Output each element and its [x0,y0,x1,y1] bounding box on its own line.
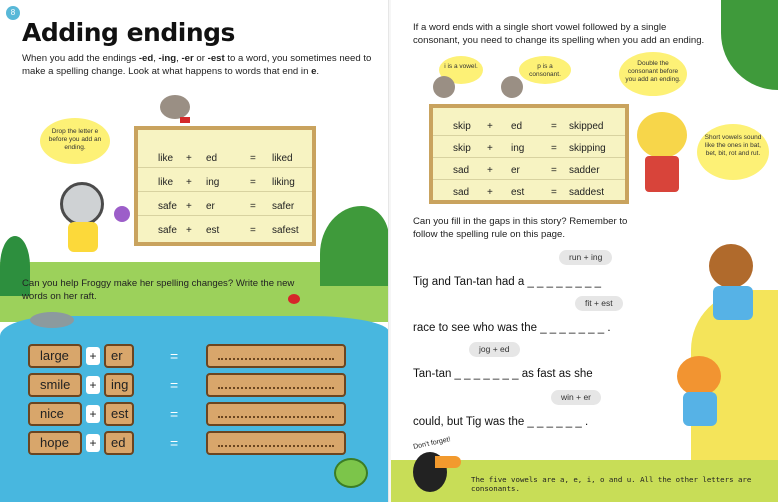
intro-text: If a word ends with a single short vowel followed by a single consonant, you need to change its spelling when you add an ending. [413,22,705,46]
leopard-body [645,156,679,192]
flower-icon [114,206,130,222]
board-row: safe + est = safest [158,225,299,236]
ladybird-icon [288,294,300,304]
bow-icon [180,117,190,123]
story-line: Tan-tan _ _ _ _ _ _ _ as fast as she [413,368,593,380]
hint-jog-ed: jog + ed [469,342,520,357]
hint-fit-est: fit + est [575,296,623,311]
equals-sign: = [170,377,179,393]
mouse-illustration [433,76,455,98]
board-row: sad + er = sadder [433,160,625,180]
rock [30,312,74,328]
board-row: like + ed = liked [138,148,312,168]
board-row: skip + ing = skipping [433,138,625,158]
raft-ending: er [104,344,134,368]
palm-leaves [721,0,778,90]
speech-bubble-double: Double the consonant before you add an ending. [619,52,687,96]
monkey-body [713,286,753,320]
example-board [134,126,316,246]
toucan-beak [435,456,461,468]
question-text: Can you help Froggy make her spelling changes? Write the new words on her raft. [22,278,295,302]
right-page [391,0,778,502]
speech-bubble-short-vowels: Short vowels sound like the ones in bat, bet, bit, rot and rut. [697,124,769,180]
answer-field[interactable] [206,344,346,368]
lemur-body [68,222,98,252]
story-line: could, but Tig was the _ _ _ _ _ _ . [413,416,589,428]
mouse-illustration [160,95,190,119]
raft-word: large [28,344,82,368]
plus-sign: + [86,376,100,394]
dont-forget-label: Don't forget! [412,436,452,451]
plus-sign: + [86,434,100,452]
plus-sign: + [86,405,100,423]
tiger-illustration [677,356,721,396]
raft-word: hope [28,431,82,455]
bush-right [320,206,389,286]
hint-run-ing: run + ing [559,250,612,265]
board-row: sad + est = saddest [453,187,605,198]
lemur-illustration [60,182,104,226]
raft-ending: ed [104,431,134,455]
leopard-illustration [637,112,687,158]
speech-bubble-consonant: p is a consonant. [519,56,571,84]
story-line: Tig and Tan-tan had a _ _ _ _ _ _ _ _ [413,276,601,288]
vowel-reminder: The five vowels are a, e, i, o and u. All the other letters are consonants. [471,475,752,493]
tiger-body [683,392,717,426]
raft-ending: ing [104,373,134,397]
page-number: 8 [6,6,20,20]
speech-bubble-vowel: i is a vowel. [439,56,483,84]
raft-word: smile [28,373,82,397]
board-row: skip + ed = skipped [433,116,625,136]
story-line: race to see who was the _ _ _ _ _ _ _ . [413,322,611,334]
board-row: safe + er = safer [138,196,312,216]
example-board [429,104,629,204]
story-instructions: Can you fill in the gaps in this story? Remember to follow the spelling rule on this page. [413,216,628,240]
answer-field[interactable] [206,373,346,397]
answer-field[interactable] [206,402,346,426]
raft-ending: est [104,402,134,426]
speech-bubble-drop-e: Drop the letter e before you add an ending. [40,118,110,164]
frog-illustration [334,458,368,488]
answer-field[interactable] [206,431,346,455]
mouse-illustration [501,76,523,98]
equals-sign: = [170,435,179,451]
hint-win-er: win + er [551,390,601,405]
equals-sign: = [170,348,179,364]
intro-text: When you add the endings -ed, -ing, -er or -est to a word, you sometimes need to make a spelling change. Look at what happens to words that end in e. [22,53,372,77]
raft-word: nice [28,402,82,426]
page-title: Adding endings [22,18,235,47]
board-row: like + ing = liking [138,172,312,192]
plus-sign: + [86,347,100,365]
equals-sign: = [170,406,179,422]
monkey-illustration [709,244,753,288]
